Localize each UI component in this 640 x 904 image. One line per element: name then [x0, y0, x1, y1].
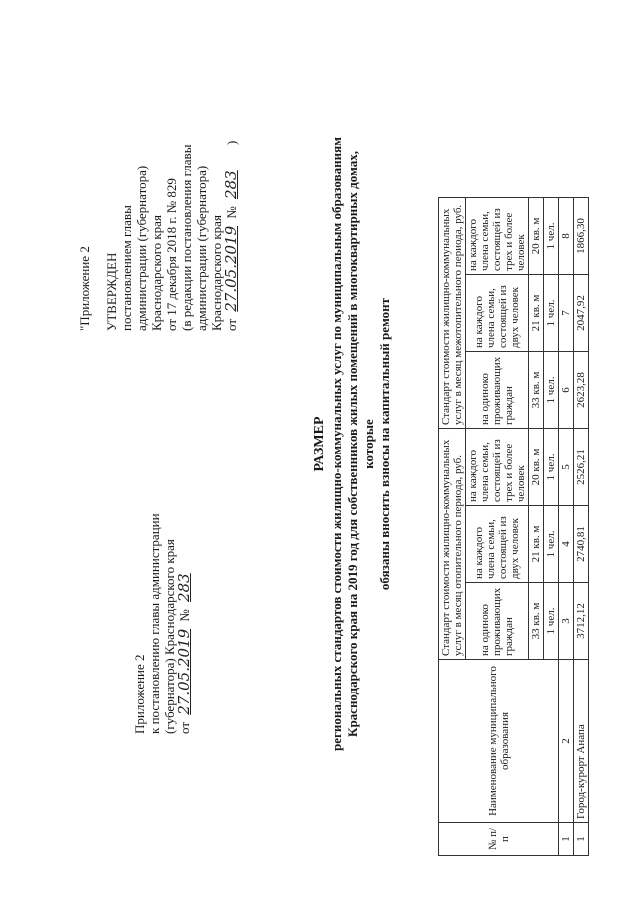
index-cell: 8 — [559, 198, 574, 275]
col-header-number: № п/п — [439, 823, 559, 856]
title-line: обязаны вносить взносы на капитальный ремонт — [377, 297, 392, 591]
person-cell: 1 чел. — [544, 275, 559, 352]
decree-reference-line: (губернатора) Краснодарского края — [162, 539, 177, 734]
index-cell: 4 — [559, 506, 574, 583]
approval-date-line — [224, 41, 239, 331]
number-prefix: № — [177, 609, 192, 622]
decree-reference-line: к постановлению главы администрации — [147, 513, 162, 734]
col-group-heating: Стандарт стоимости жилищно-коммунальных услуг в месяц отопительного периода, руб. — [439, 429, 466, 660]
handwritten-date: 27.05.2019 — [175, 628, 193, 715]
row-value: 2740,81 — [574, 506, 589, 583]
index-cell: 2 — [559, 660, 574, 823]
title-heading: РАЗМЕР — [312, 416, 327, 472]
approval-line: (в редакции постановления главы — [179, 144, 194, 331]
area-cell: 20 кв. м — [529, 198, 544, 275]
closing-paren: ) — [224, 140, 239, 146]
table-header-row — [439, 198, 466, 856]
date-prefix: от — [224, 318, 239, 331]
person-cell: 1 чел. — [544, 429, 559, 506]
title-line: Краснодарского края на 2019 год для собственников жилых помещений в многоквартирных домах, которые — [345, 151, 376, 737]
approval-line: Краснодарского края — [209, 215, 224, 331]
appendix-header-left — [132, 513, 192, 734]
handwritten-date: 27.05.2019 — [222, 225, 240, 312]
approval-header-right — [77, 41, 239, 331]
col-header-three: на каждого члена семьи, состоящей из трех и более человек — [466, 429, 529, 506]
document-title — [312, 134, 393, 754]
decree-date-line — [177, 513, 192, 734]
col-header-name: Наименование муниципального образования — [439, 660, 559, 823]
approval-line: администрации (губернатора) — [194, 165, 209, 331]
table-row — [574, 198, 589, 856]
title-line: региональных стандартов стоимости жилищно-коммунальных услуг по муниципальным образованиям — [329, 137, 344, 751]
person-cell: 1 чел. — [544, 583, 559, 660]
approved-label: УТВЕРЖДЕН — [104, 252, 119, 331]
index-cell: 3 — [559, 583, 574, 660]
approval-line: Краснодарского края — [149, 215, 164, 331]
col-header-single: на одиноко проживающих граждан — [466, 352, 529, 429]
area-cell: 33 кв. м — [529, 583, 544, 660]
index-cell: 7 — [559, 275, 574, 352]
approval-line: администрации (губернатора) — [134, 165, 149, 331]
index-cell: 5 — [559, 429, 574, 506]
handwritten-number: 283 — [175, 573, 193, 602]
index-cell: 6 — [559, 352, 574, 429]
number-prefix: № — [224, 206, 239, 219]
date-prefix: от — [177, 721, 192, 734]
area-cell: 21 кв. м — [529, 506, 544, 583]
row-value: 2047,92 — [574, 275, 589, 352]
standards-table — [438, 197, 589, 856]
row-value: 2526,21 — [574, 429, 589, 506]
person-cell: 1 чел. — [544, 198, 559, 275]
approval-line: от 17 декабря 2018 г. № 829 — [164, 178, 179, 331]
col-header-three: на каждого члена семьи, состоящей из трех и более человек — [466, 198, 529, 275]
row-value: 2623,28 — [574, 352, 589, 429]
index-cell: 1 — [559, 823, 574, 856]
row-value: 3712,12 — [574, 583, 589, 660]
person-cell: 1 чел. — [544, 352, 559, 429]
appendix-label: "Приложение 2 — [77, 246, 92, 331]
table-index-row — [559, 198, 574, 856]
row-value: 1866,30 — [574, 198, 589, 275]
col-group-nonheating: Стандарт стоимости жилищно-коммунальных услуг в месяц межотопительного периода, руб. — [439, 198, 466, 429]
area-cell: 21 кв. м — [529, 275, 544, 352]
approval-line: постановлением главы — [119, 205, 134, 331]
col-header-two: на каждого члена семьи, состоящей из двух человек — [466, 275, 529, 352]
handwritten-number: 283 — [222, 170, 240, 199]
area-cell: 20 кв. м — [529, 429, 544, 506]
row-number: 1 — [574, 823, 589, 856]
col-header-single: на одиноко проживающих граждан — [466, 583, 529, 660]
appendix-label: Приложение 2 — [132, 654, 147, 734]
row-municipality: Город-курорт Анапа — [574, 660, 589, 823]
person-cell: 1 чел. — [544, 506, 559, 583]
col-header-two: на каждого члена семьи, состоящей из двух человек — [466, 506, 529, 583]
area-cell: 33 кв. м — [529, 352, 544, 429]
